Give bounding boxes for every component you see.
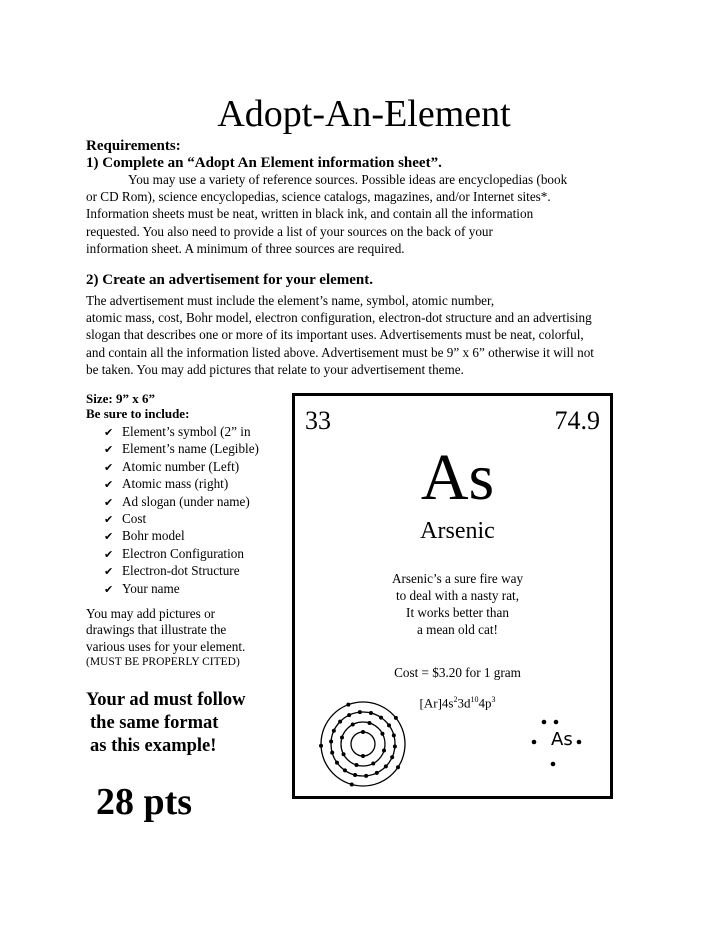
checklist-item: ✔ Electron Configuration	[104, 546, 259, 563]
valence-electron-dot	[551, 762, 556, 767]
section1-line: or CD Rom), science encyclopedias, science catalogs, magazines, and/or Internet sites*.	[86, 189, 551, 205]
valence-electron-dot	[542, 720, 547, 725]
points-label: 28 pts	[96, 781, 193, 823]
checkmark-icon: ✔	[104, 426, 114, 439]
element-name: Arsenic	[420, 518, 495, 544]
section2-line: The advertisement must include the element’s name, symbol, atomic number,	[86, 293, 495, 308]
valence-electron-dot	[577, 740, 582, 745]
section1-line: Information sheets must be neat, written in black ink, and contain all the information	[86, 206, 534, 222]
pictures-note: You may add pictures or drawings that illustrate the various uses for your element.	[86, 606, 246, 654]
electron-configuration: $[Ar]4s^23d^{10}4p^3$	[419, 695, 496, 711]
element-symbol: As	[420, 441, 495, 514]
page-title: Adopt-An-Element	[217, 93, 511, 135]
checklist-item: ✔ Ad slogan (under name)	[104, 494, 259, 511]
checklist-item: ✔ Your name	[104, 581, 259, 598]
section1-line: requested. You also need to provide a list of your sources on the back of your	[86, 223, 493, 239]
section1-line: You may use a variety of reference sources. Possible ideas are encyclopedias (book	[128, 172, 568, 187]
checkmark-icon: ✔	[104, 460, 114, 474]
checkmark-icon: ✔	[104, 495, 114, 509]
section2-paragraph	[86, 292, 656, 378]
checklist-item: ✔ Cost	[104, 511, 259, 528]
ad-slogan: Arsenic’s a sure fire way to deal with a nasty rat, It works better than a mean old cat!	[391, 571, 524, 637]
size-label: Size: 9” x 6”	[86, 391, 155, 406]
section2-line: and contain all the information listed above. Advertisement must be 9” x 6” otherwise it will not	[86, 344, 594, 360]
follow-format-note: Your ad must follow the same format as this example!	[86, 690, 246, 756]
section1-line: information sheet. A minimum of three sources are required.	[86, 240, 405, 256]
section2-heading: 2) Create an advertisement for your element.	[86, 272, 374, 288]
checklist-item: ✔ Element’s name (Legible)	[104, 441, 259, 458]
section1-heading: 1) Complete an “Adopt An Element information sheet”.	[86, 155, 442, 171]
checkmark-icon: ✔	[104, 565, 114, 579]
checklist-item: ✔ Atomic mass (right)	[104, 476, 259, 493]
valence-electron-dot	[532, 740, 537, 745]
checklist-item: ✔ Atomic number (Left)	[104, 459, 259, 476]
section2-line: atomic mass, cost, Bohr model, electron configuration, electron-dot structure and an advertising	[86, 310, 592, 326]
size-block	[86, 391, 189, 421]
include-label: Be sure to include:	[86, 406, 190, 421]
checkmark-icon: ✔	[104, 547, 114, 561]
element-cost: Cost = $3.20 for 1 gram	[394, 665, 521, 680]
section2-line: slogan that describes one or more of its important uses. Advertisements must be neat, colorful,	[86, 327, 584, 343]
checkmark-icon: ✔	[104, 478, 114, 492]
checklist-item: ✔ Element’s symbol (2” in	[104, 424, 259, 441]
checkmark-icon: ✔	[104, 582, 114, 596]
cited-note: (MUST BE PROPERLY CITED)	[86, 656, 240, 668]
checklist-item: ✔ Bohr model	[104, 528, 259, 545]
atomic-mass: 74.9	[554, 406, 600, 435]
section1-paragraph	[86, 171, 656, 257]
section2-line: be taken. You may add pictures that relate to your advertisement theme.	[86, 361, 464, 377]
checklist-item: ✔ Electron-dot Structure	[104, 563, 259, 580]
dot-structure-symbol: As	[551, 729, 573, 750]
requirements-heading: Requirements:	[86, 138, 181, 154]
checkmark-icon: ✔	[104, 530, 114, 544]
valence-electron-dot	[554, 720, 559, 725]
atomic-number: 33	[305, 406, 331, 435]
element-card	[292, 393, 613, 799]
checkmark-icon: ✔	[104, 513, 114, 527]
checkmark-icon: ✔	[104, 443, 114, 457]
include-checklist	[104, 424, 259, 598]
